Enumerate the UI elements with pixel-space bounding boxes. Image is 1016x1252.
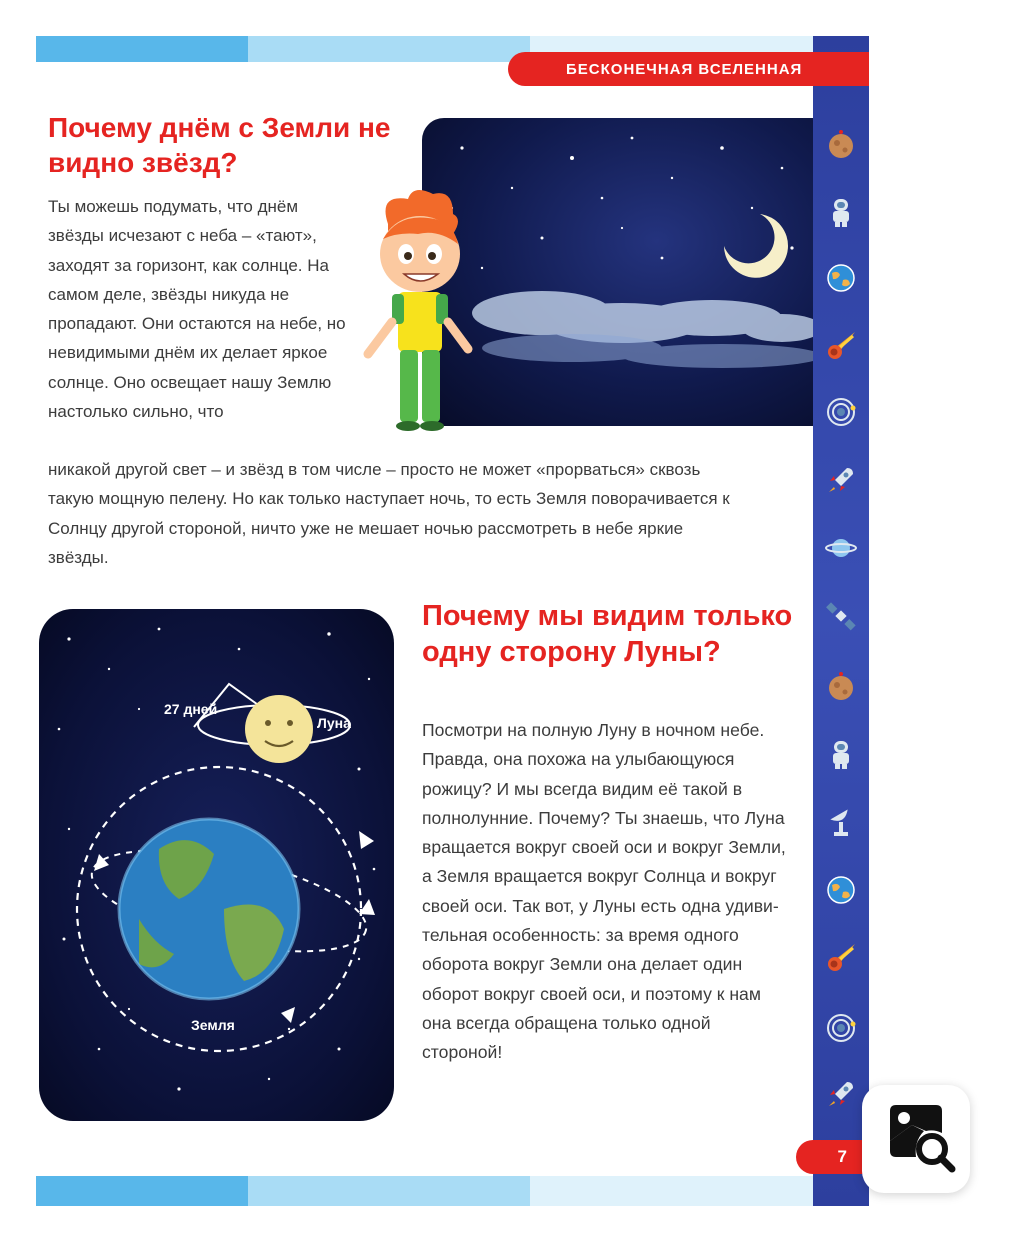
side-icon-strip bbox=[813, 36, 869, 1206]
page-number bbox=[796, 1140, 869, 1174]
comet-icon bbox=[825, 942, 857, 974]
planet-icon bbox=[825, 670, 857, 702]
label-earth: Земля bbox=[191, 1017, 235, 1033]
page-number-text: 7 bbox=[837, 1147, 847, 1166]
bottom-color-bar bbox=[36, 1176, 813, 1206]
rocket-icon bbox=[825, 1078, 857, 1110]
rocket-icon bbox=[825, 464, 857, 496]
saturn-icon bbox=[825, 532, 857, 564]
book-page bbox=[36, 36, 869, 1206]
section-header-tab bbox=[508, 52, 869, 86]
astronaut-icon bbox=[825, 196, 857, 228]
orbit-icon bbox=[825, 1012, 857, 1044]
article2-title: Почему мы видим только одну сторону Луны? bbox=[422, 600, 793, 669]
article1-text-left: Ты можешь подумать, что днём звёзды исчезают с неба – «тают», заходят за горизонт, как солнце. На самом деле, звёзды никуда не пропадают. Они остаются на небе, но невидимыми днём их делает яркое солнце. Оно освещает нашу Землю настолько сильно, что bbox=[48, 197, 346, 422]
article2-text: Посмотри на полную Луну в ночном небе. Правда, она похожа на улыбающуюся рожицу? И мы всегда видим её такой в полнолунние. Почему? Ты знаешь, что Луна вращается вокруг своей оси и вокруг Земли, а Земля вращается вокруг Солнца и вокруг своей оси. Так вот, у Луны есть одна удивительная особенность: за время одного оборота вокруг Земли она делает один оборот вокруг своей оси, и поэтому к нам она всегда обращена только одной стороной! bbox=[422, 720, 786, 1063]
planet-icon bbox=[825, 128, 857, 160]
visual-search-button[interactable] bbox=[862, 1085, 970, 1193]
earth-icon bbox=[825, 874, 857, 906]
section-title: БЕСКОНЕЧНАЯ ВСЕЛЕННАЯ bbox=[566, 60, 803, 78]
label-moon: Луна bbox=[317, 715, 351, 731]
satellite-icon bbox=[825, 600, 857, 632]
article1-text-full: никакой другой свет – и звёзд в том числе – просто не может «прорваться» сквозь такую мощную пелену. Но как только наступает ночь, то есть Земля поворачивается к Солнцу другой стороной, ничто уже не мешает ночью рассмотреть в небе яркие звёзды. bbox=[48, 460, 730, 567]
orbit-icon bbox=[825, 396, 857, 428]
cartoon-boy bbox=[358, 184, 478, 434]
antenna-icon bbox=[825, 806, 857, 838]
article1-title: Почему днём с Земли не видно звёзд? bbox=[48, 112, 391, 178]
astronaut-icon bbox=[825, 738, 857, 770]
comet-icon bbox=[825, 330, 857, 362]
earth-icon bbox=[825, 262, 857, 294]
night-sky-image bbox=[422, 118, 813, 426]
moon-orbit-diagram bbox=[39, 609, 394, 1121]
image-search-icon bbox=[862, 1085, 970, 1193]
label-27-days: 27 дней bbox=[164, 701, 218, 717]
